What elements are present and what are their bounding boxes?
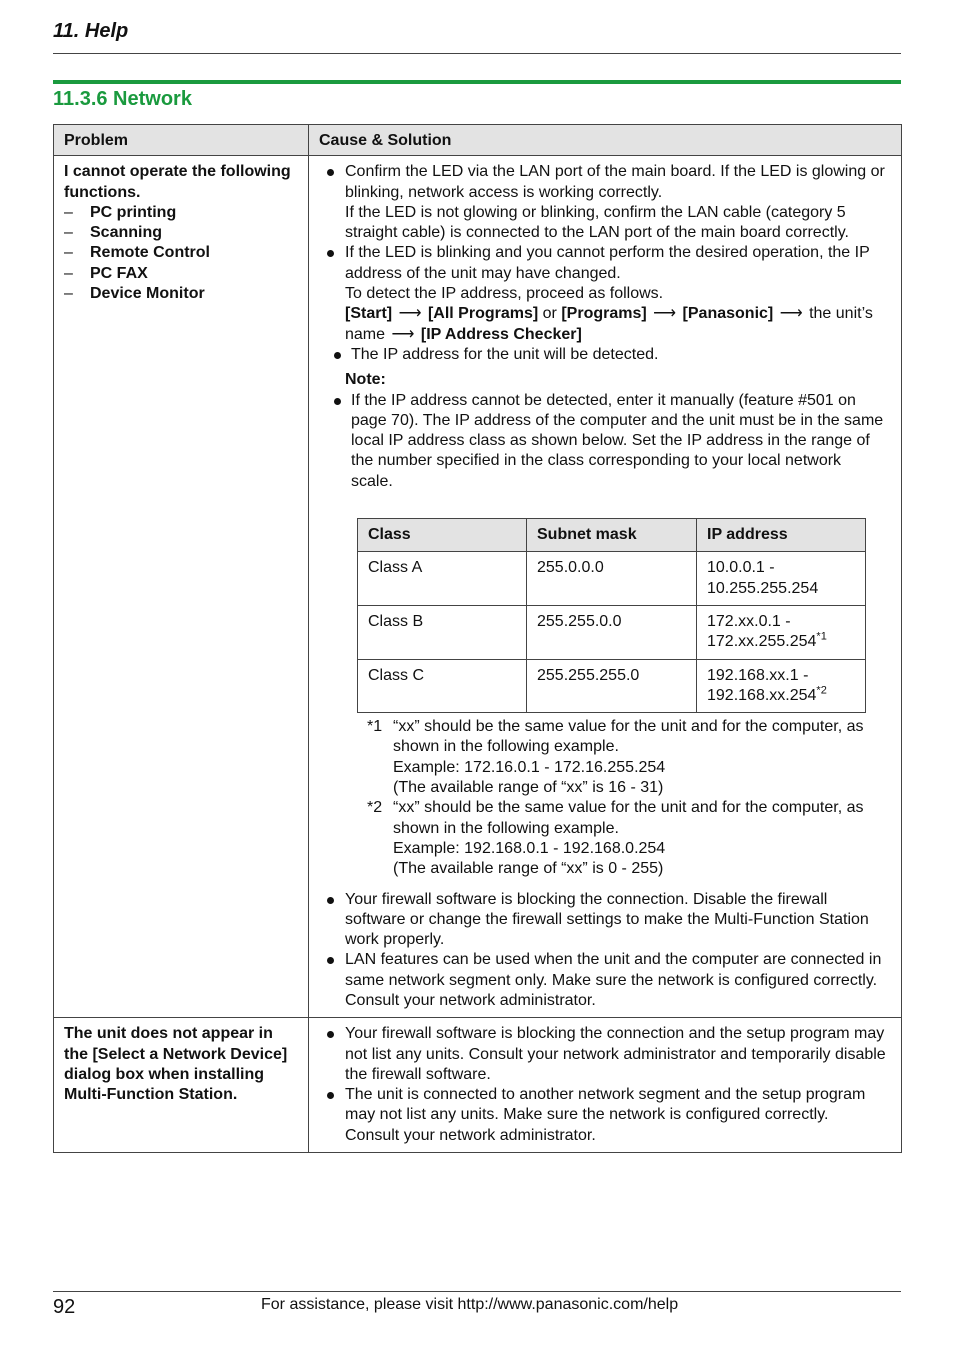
page-number: 92 <box>53 1296 76 1318</box>
ip-header-address: IP address <box>697 519 866 552</box>
footer-divider <box>53 1291 901 1292</box>
path-panasonic: [Panasonic] <box>682 305 774 323</box>
arrow-right-icon: ⟶ <box>653 305 677 323</box>
ip-mask: 255.255.255.0 <box>527 659 697 713</box>
list-item: Your firewall software is blocking the connection and the setup program may not list any units. Consult your network administrator and temporarily disable the firewall software. <box>325 1024 887 1085</box>
footnote-text: “xx” should be the same value for the unit and for the computer, as shown in the following example. <box>393 799 864 837</box>
problem-cell <box>54 156 309 1018</box>
ip-range-end: 192.168.xx.254 <box>707 686 817 704</box>
solution-list <box>325 1024 887 1146</box>
path-ip-address-checker: [IP Address Checker] <box>420 325 582 343</box>
problem-cell <box>54 1018 309 1153</box>
table-header-row <box>54 125 902 156</box>
ip-range-end: 10.255.255.254 <box>707 579 819 597</box>
list-item <box>325 162 887 243</box>
arrow-right-icon: ⟶ <box>779 305 803 323</box>
problem-title: I cannot operate the following functions. <box>64 163 291 201</box>
ip-range <box>697 605 866 659</box>
header-problem: Problem <box>54 125 309 156</box>
arrow-right-icon: ⟶ <box>391 325 415 343</box>
solution-text: To detect the IP address, proceed as follows. <box>345 285 664 303</box>
path-programs: [Programs] <box>561 305 647 323</box>
problem-text: dialog box when installing Multi-Function Station. <box>64 1065 265 1104</box>
list-item: LAN features can be used when the unit and the computer are connected in same network segment only. Make sure the network is configured correctly. Consult your network administrator. <box>325 950 887 1011</box>
footnote-range: (The available range of “xx” is 0 - 255) <box>393 860 664 878</box>
footnote-text: “xx” should be the same value for the unit and for the computer, as shown in the following example. <box>393 718 864 756</box>
ip-class-table <box>357 518 866 713</box>
ip-range <box>697 552 866 606</box>
ip-range-start: 172.xx.0.1 - <box>707 612 791 630</box>
ip-range-end-wrap <box>707 632 855 652</box>
footnote-ref: *1 <box>816 630 827 643</box>
ip-table-header-row <box>358 519 866 552</box>
footnote-range: (The available range of “xx” is 16 - 31) <box>393 779 664 797</box>
ip-class: Class C <box>358 659 527 713</box>
list-item: If the IP address cannot be detected, enter it manually (feature #501 on page 70). The IP address of the computer and the unit must be in the same local IP address class as shown below. Set the IP address in the range of the number specified in the class corresponding to your local network scale. <box>325 391 887 492</box>
list-item: The IP address for the unit will be detected. <box>325 345 887 365</box>
ip-mask: 255.255.0.0 <box>527 605 697 659</box>
solution-list <box>325 890 887 1012</box>
solution-text: Confirm the LED via the LAN port of the main board. If the LED is glowing or blinking, network access is working correctly. <box>345 163 885 201</box>
ip-range-start: 192.168.xx.1 - <box>707 666 809 684</box>
function-list <box>64 203 300 304</box>
note-list <box>325 391 887 492</box>
footnote-ref: *2 <box>816 684 827 697</box>
footnote <box>325 717 887 798</box>
header-divider <box>53 53 901 54</box>
section-accent-bar <box>53 80 901 84</box>
path-all-programs: [All Programs] <box>427 305 539 323</box>
table-row <box>54 1018 902 1153</box>
ip-range <box>697 659 866 713</box>
footer-assistance: For assistance, please visit http://www.panasonic.com/help <box>261 1296 679 1313</box>
sub-list <box>325 345 887 365</box>
table-row <box>358 659 866 713</box>
list-item <box>325 243 887 365</box>
ip-header-subnet: Subnet mask <box>527 519 697 552</box>
solution-cell <box>309 1018 902 1153</box>
footnote-mark: *2 <box>367 799 383 817</box>
list-item: – Device Monitor <box>64 284 300 304</box>
footnote-mark: *1 <box>367 718 383 736</box>
problem-text: The unit does not appear in the <box>64 1025 273 1063</box>
arrow-right-icon: ⟶ <box>398 305 422 323</box>
solution-list <box>325 162 887 365</box>
ip-class: Class B <box>358 605 527 659</box>
footnote <box>325 798 887 879</box>
list-item: Your firewall software is blocking the connection. Disable the firewall software or change the firewall settings to make the Multi-Function Station work properly. <box>325 890 887 951</box>
path-or: or <box>542 305 557 323</box>
path-the: the <box>809 305 832 323</box>
ip-header-class: Class <box>358 519 527 552</box>
troubleshooting-table <box>53 124 902 1153</box>
table-row <box>54 156 902 1018</box>
problem-dialog-name: [Select a Network Device] <box>92 1045 288 1063</box>
menu-path <box>345 304 887 345</box>
chapter-title: 11. Help <box>53 20 129 42</box>
ip-range-start: 10.0.0.1 - <box>707 559 775 577</box>
table-row <box>358 605 866 659</box>
list-item: The unit is connected to another network segment and the setup program may not list any units. Make sure the network is configured correctly. Consult your network administrator. <box>325 1085 887 1146</box>
ip-mask: 255.0.0.0 <box>527 552 697 606</box>
solution-text: If the LED is blinking and you cannot perform the desired operation, the IP address of the unit may have changed. <box>345 244 870 282</box>
list-item: – PC FAX <box>64 264 300 284</box>
footnote-example: Example: 192.168.0.1 - 192.168.0.254 <box>393 839 666 857</box>
list-item: – Remote Control <box>64 243 300 263</box>
ip-range-end-wrap <box>707 686 855 706</box>
footnote-example: Example: 172.16.0.1 - 172.16.255.254 <box>393 758 666 776</box>
list-item: – Scanning <box>64 223 300 243</box>
solution-cell <box>309 156 902 1018</box>
note-label: Note: <box>345 371 386 389</box>
ip-class: Class A <box>358 552 527 606</box>
solution-text: If the LED is not glowing or blinking, confirm the LAN cable (category 5 straight cable) is connected to the LAN port of the main board correctly. <box>345 203 849 242</box>
ip-range-end: 172.xx.255.254 <box>707 633 817 651</box>
path-start: [Start] <box>345 305 393 323</box>
header-cause-solution: Cause & Solution <box>309 125 902 156</box>
section-title: 11.3.6 Network <box>53 88 192 110</box>
table-row <box>358 552 866 606</box>
path-units-name: unit’s name <box>345 305 873 343</box>
spacer <box>325 880 887 890</box>
list-item: – PC printing <box>64 203 300 223</box>
